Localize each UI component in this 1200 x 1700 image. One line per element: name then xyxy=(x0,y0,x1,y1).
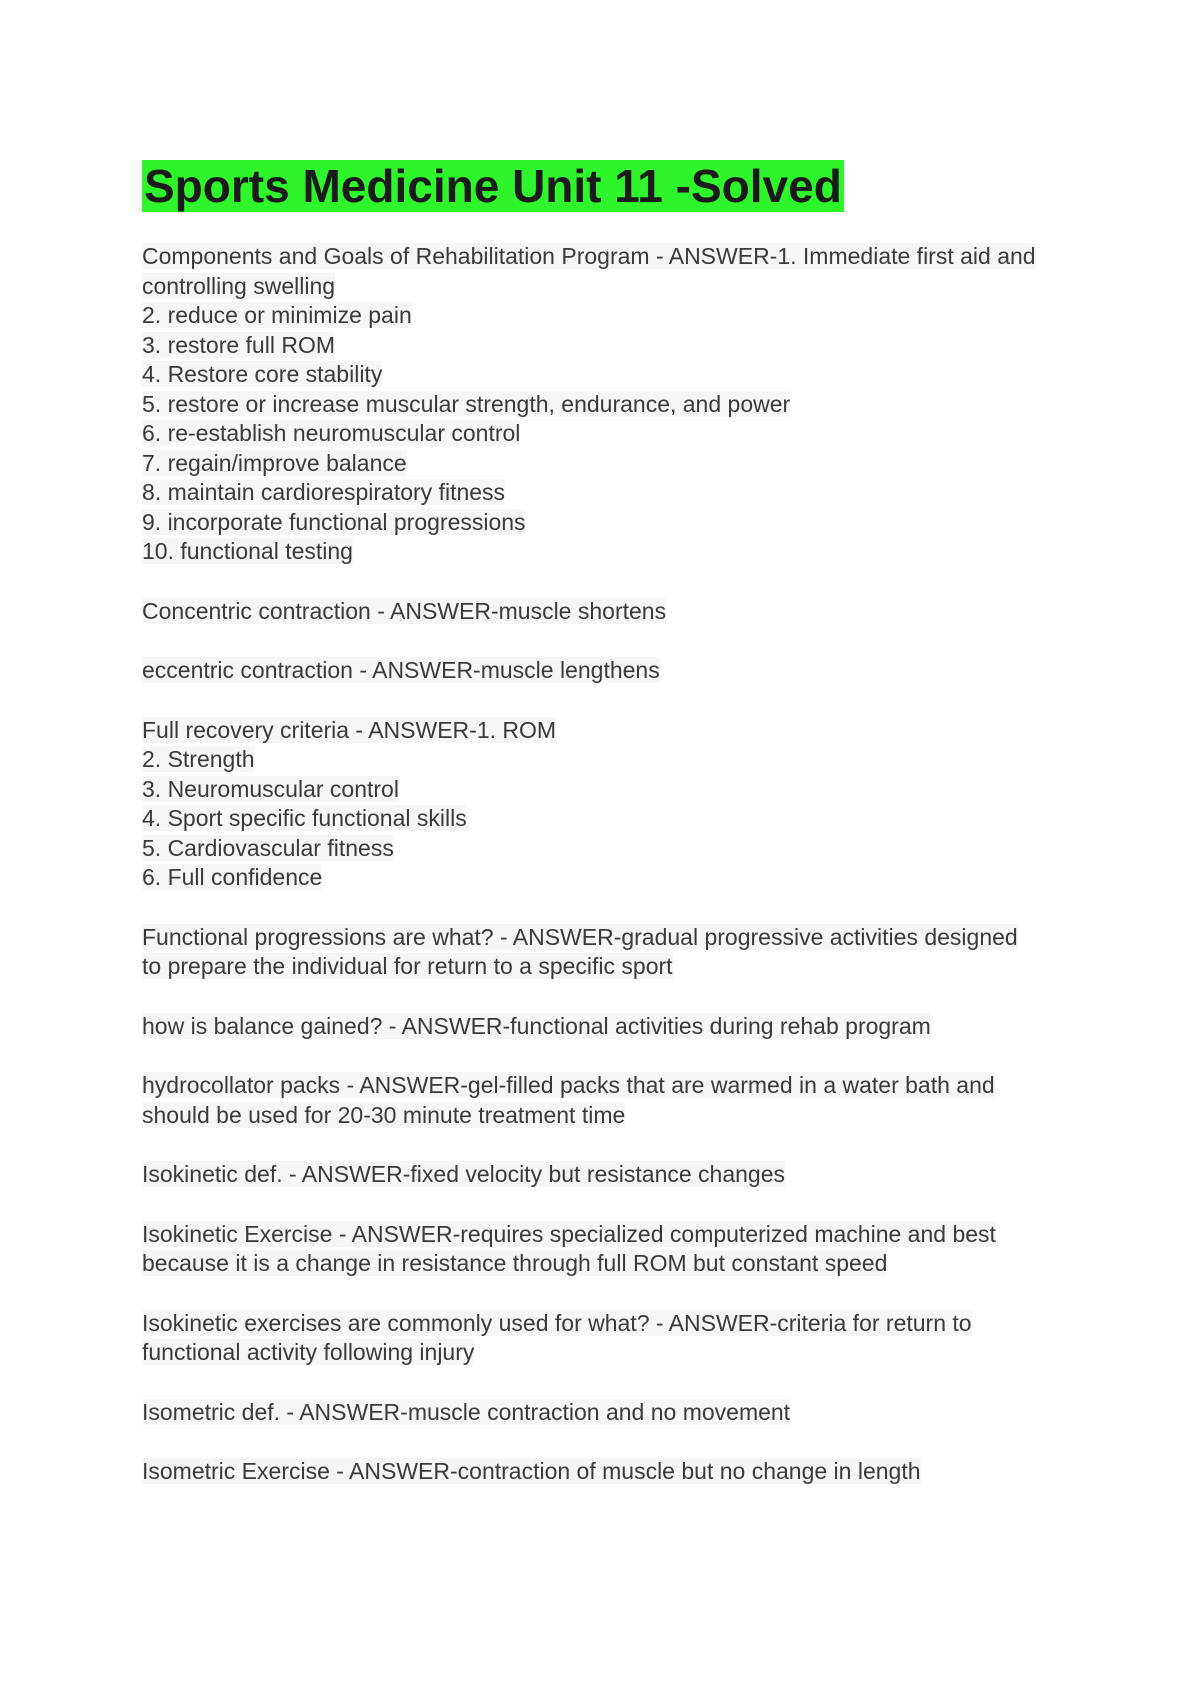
qa-line xyxy=(142,923,1072,953)
qa-line xyxy=(142,1160,1072,1190)
qa-line-text: Isokinetic def. - ANSWER-fixed velocity but resistance changes xyxy=(142,1161,786,1187)
qa-line xyxy=(142,656,1072,686)
qa-line xyxy=(142,360,1072,390)
qa-line xyxy=(142,804,1072,834)
qa-entry xyxy=(142,656,1072,686)
qa-line-text: functional activity following injury xyxy=(142,1339,475,1365)
qa-entry xyxy=(142,1071,1072,1130)
qa-line xyxy=(142,745,1072,775)
qa-line-text: hydrocollator packs - ANSWER-gel-filled packs that are warmed in a water bath and xyxy=(142,1072,995,1098)
qa-line-text: 7. regain/improve balance xyxy=(142,449,407,476)
qa-line xyxy=(142,597,1072,627)
qa-entry xyxy=(142,1398,1072,1428)
qa-entry xyxy=(142,1220,1072,1279)
qa-entry xyxy=(142,242,1072,567)
qa-line xyxy=(142,449,1072,479)
qa-line-text: Isokinetic exercises are commonly used for what? - ANSWER-criteria for return to xyxy=(142,1309,972,1336)
qa-entry xyxy=(142,1309,1072,1368)
qa-line xyxy=(142,1309,1072,1339)
qa-line xyxy=(142,272,1072,302)
qa-line-text: Isometric Exercise - ANSWER-contraction of muscle but no change in length xyxy=(142,1458,921,1484)
qa-entry xyxy=(142,597,1072,627)
qa-line-text: Functional progressions are what? - ANSWER-gradual progressive activities designed xyxy=(142,923,1018,950)
qa-line-text: 5. restore or increase muscular strength, endurance, and power xyxy=(142,390,791,417)
qa-line xyxy=(142,390,1072,420)
qa-line xyxy=(142,537,1072,567)
qa-line-text: 2. Strength xyxy=(142,746,255,772)
qa-line-text: 8. maintain cardiorespiratory fitness xyxy=(142,479,506,505)
qa-entry xyxy=(142,1012,1072,1042)
qa-line xyxy=(142,863,1072,893)
qa-line xyxy=(142,508,1072,538)
qa-line-text: 9. incorporate functional progressions xyxy=(142,508,526,535)
qa-line-text: 4. Sport specific functional skills xyxy=(142,805,467,831)
qa-line xyxy=(142,331,1072,361)
qa-line xyxy=(142,1249,1072,1279)
qa-line-text: Isokinetic Exercise - ANSWER-requires specialized computerized machine and best xyxy=(142,1220,996,1247)
qa-line-text: 6. re-establish neuromuscular control xyxy=(142,420,521,446)
qa-line xyxy=(142,952,1072,982)
qa-line-text: how is balance gained? - ANSWER-functional activities during rehab program xyxy=(142,1012,931,1039)
qa-line-text: should be used for 20-30 minute treatment time xyxy=(142,1101,626,1128)
qa-line xyxy=(142,775,1072,805)
qa-entry xyxy=(142,923,1072,982)
qa-entry xyxy=(142,1160,1072,1190)
qa-line-text: 3. Neuromuscular control xyxy=(142,775,399,802)
qa-line-text: 2. reduce or minimize pain xyxy=(142,302,412,328)
qa-line-text: because it is a change in resistance through full ROM but constant speed xyxy=(142,1250,888,1276)
qa-line-text: 3. restore full ROM xyxy=(142,331,335,358)
qa-line xyxy=(142,242,1072,272)
qa-line xyxy=(142,1338,1072,1368)
qa-line xyxy=(142,1220,1072,1250)
qa-entry xyxy=(142,716,1072,893)
qa-line xyxy=(142,1457,1072,1487)
qa-line xyxy=(142,1012,1072,1042)
qa-entry xyxy=(142,1457,1072,1487)
qa-line xyxy=(142,834,1072,864)
qa-line xyxy=(142,419,1072,449)
document-title xyxy=(142,155,844,217)
qa-line xyxy=(142,478,1072,508)
qa-line-text: Concentric contraction - ANSWER-muscle shortens xyxy=(142,597,667,624)
qa-line-text: Full recovery criteria - ANSWER-1. ROM xyxy=(142,716,557,743)
qa-line xyxy=(142,1101,1072,1131)
qa-line xyxy=(142,1398,1072,1428)
qa-line-text: 10. functional testing xyxy=(142,538,353,564)
qa-line-text: Components and Goals of Rehabilitation Program - ANSWER-1. Immediate first aid and xyxy=(142,243,1036,269)
qa-line-text: 4. Restore core stability xyxy=(142,361,383,387)
qa-line-text: 5. Cardiovascular fitness xyxy=(142,834,394,861)
qa-line xyxy=(142,716,1072,746)
qa-line-text: eccentric contraction - ANSWER-muscle lengthens xyxy=(142,657,660,683)
qa-line-text: Isometric def. - ANSWER-muscle contraction and no movement xyxy=(142,1398,791,1425)
document-title-text: Sports Medicine Unit 11 -Solved xyxy=(144,160,842,212)
qa-line xyxy=(142,301,1072,331)
qa-line-text: 6. Full confidence xyxy=(142,864,323,890)
qa-line-text: controlling swelling xyxy=(142,272,336,299)
qa-line xyxy=(142,1071,1072,1101)
qa-list xyxy=(142,242,1072,1517)
qa-line-text: to prepare the individual for return to a specific sport xyxy=(142,953,673,979)
